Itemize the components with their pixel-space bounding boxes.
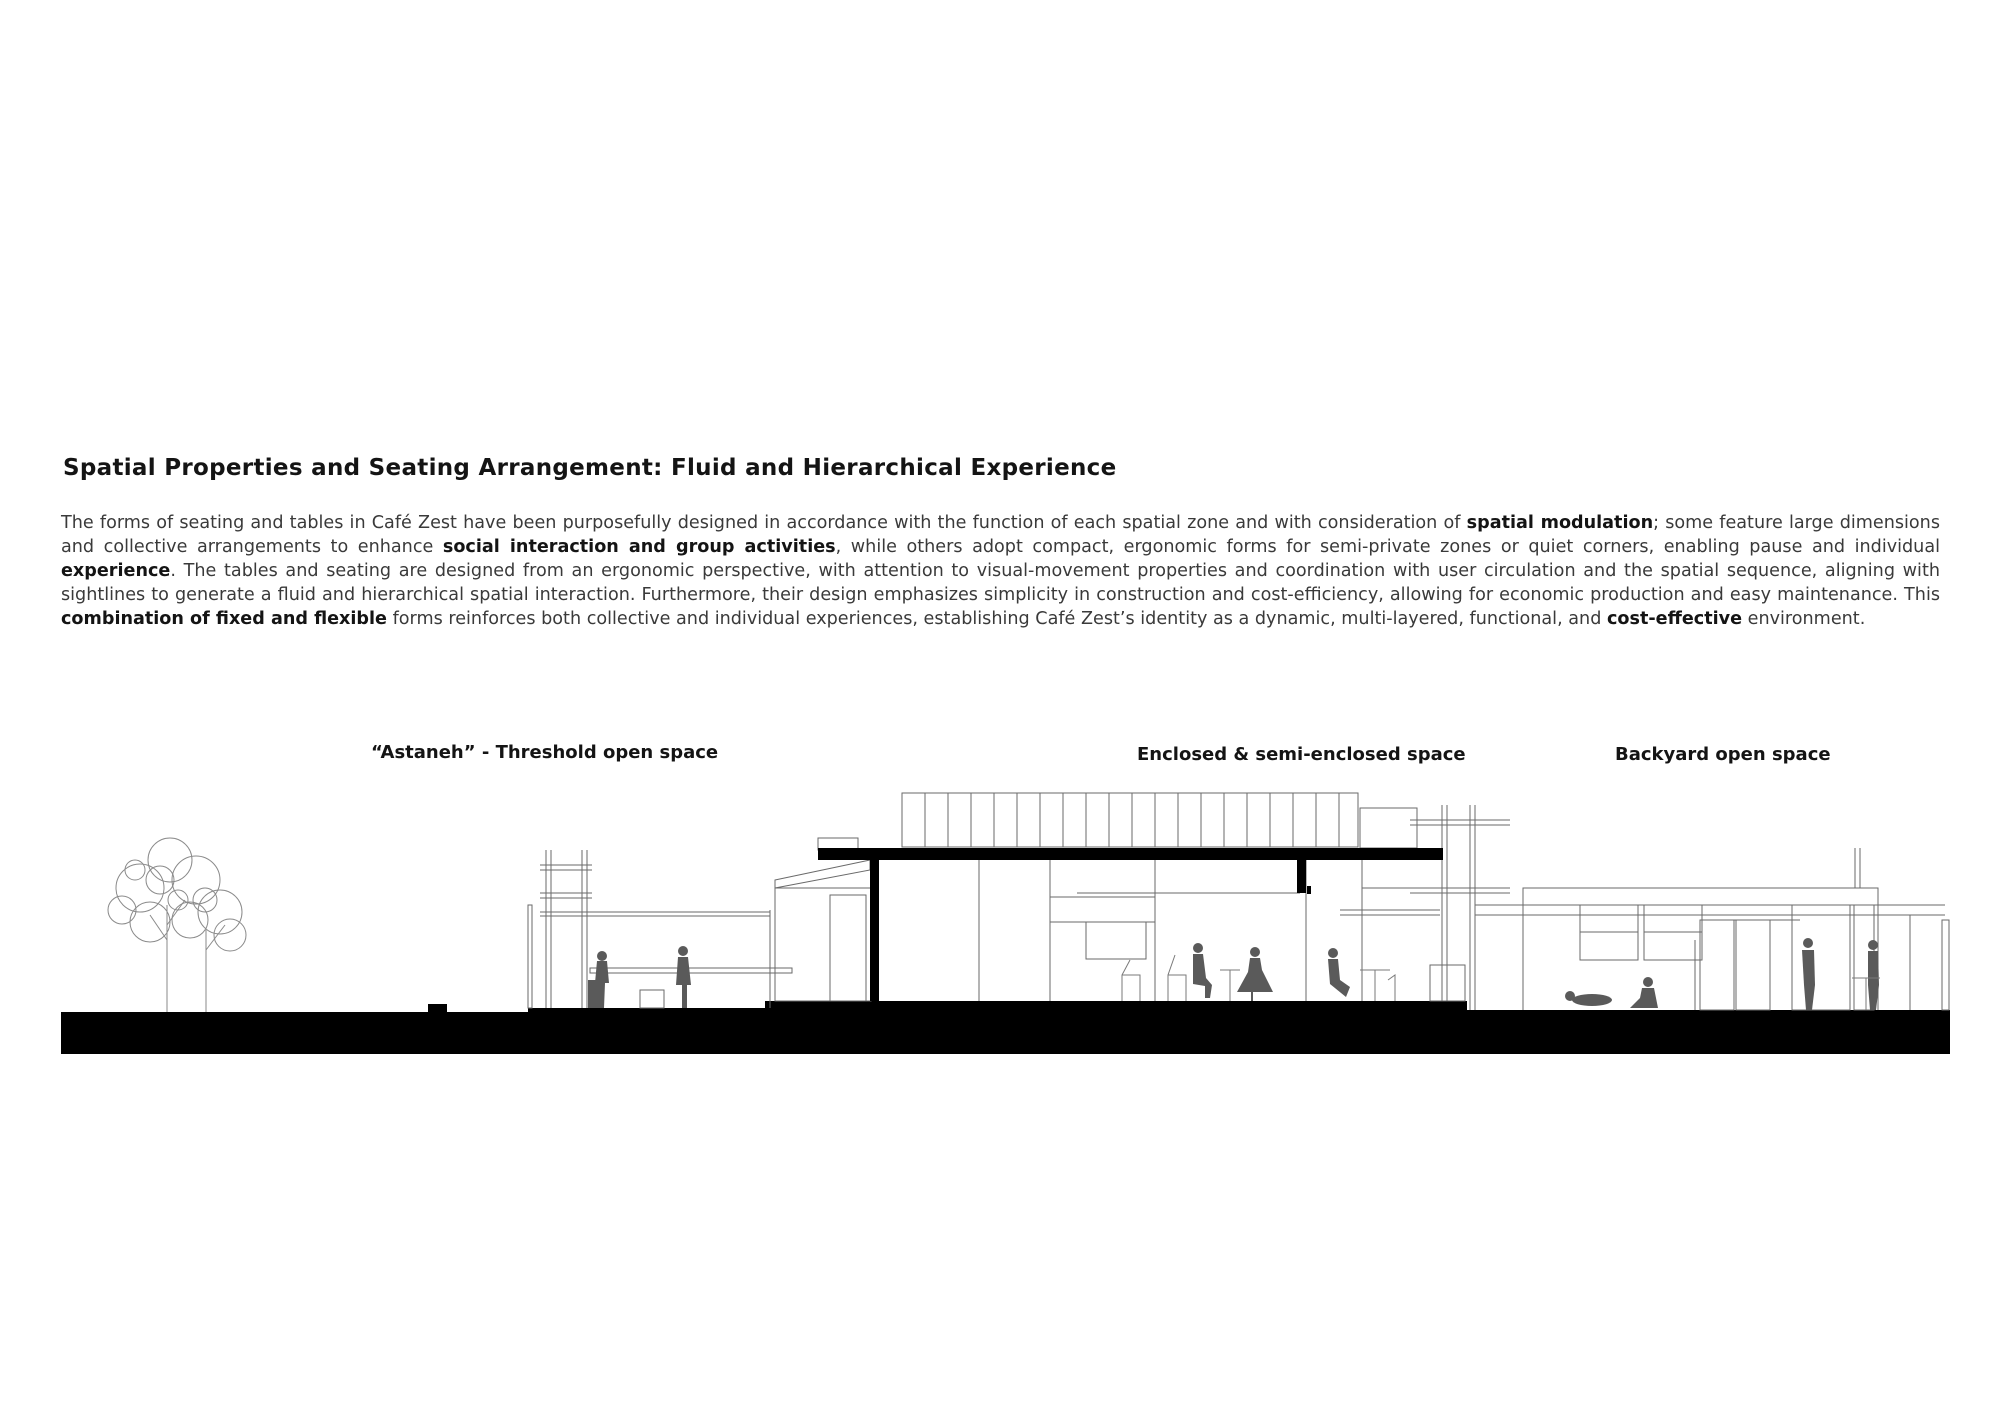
column-right [1297, 860, 1306, 893]
zone-label-backyard: Backyard open space [1615, 744, 1831, 765]
ground-slab [61, 1001, 1950, 1054]
body-bold-social-interaction: social interaction and group activities [442, 537, 836, 557]
body-text-5: forms reinforces both collective and individual experiences, establishing Café Zest’s identity as a dynamic, multi-layered, functional, and [386, 609, 1607, 629]
body-text-6: environment. [1742, 609, 1866, 629]
body-bold-fixed-flexible: combination of fixed and flexible [61, 609, 387, 629]
body-bold-experience: experience [61, 561, 171, 581]
zone-label-astaneh: “Astaneh” - Threshold open space [371, 742, 719, 763]
body-bold-spatial-modulation: spatial modulation [1466, 513, 1654, 533]
page-title: Spatial Properties and Seating Arrangement: Fluid and Hierarchical Experience [63, 455, 1117, 481]
body-text-4: . The tables and seating are designed from an ergonomic perspective, with attention to visual-movement properties and coordination with user circulation and the spatial sequence, aligning with sightlines to generate a fluid and hierarchical spatial interaction. Furthermore, their design emphasizes simplicity in construction and cost-efficiency, allowing for economic production and easy maintenance. This [61, 561, 1940, 605]
body-bold-cost-effective: cost-effective [1606, 609, 1743, 629]
description-paragraph [61, 511, 1940, 631]
zone-label-enclosed: Enclosed & semi-enclosed space [1137, 744, 1466, 765]
roof-slab [818, 848, 1443, 860]
section-drawing [0, 780, 2000, 1060]
cafe-building [775, 793, 1510, 1010]
body-text-1: The forms of seating and tables in Café Zest have been purposefully designed in accordance with the function of each spatial zone and with consideration of [61, 513, 1467, 533]
people-figures [588, 938, 1879, 1010]
tree-illustration [108, 838, 246, 1012]
threshold-structure [528, 850, 792, 1008]
steel-post [1307, 886, 1311, 894]
body-text-2: ; some feature large dimensions and collective arrangements to enhance [61, 513, 1941, 557]
body-text-3: , while others adopt compact, ergonomic forms for semi-private zones or quiet corners, enabling pause and individual [835, 537, 1940, 557]
column-left [870, 860, 879, 1001]
